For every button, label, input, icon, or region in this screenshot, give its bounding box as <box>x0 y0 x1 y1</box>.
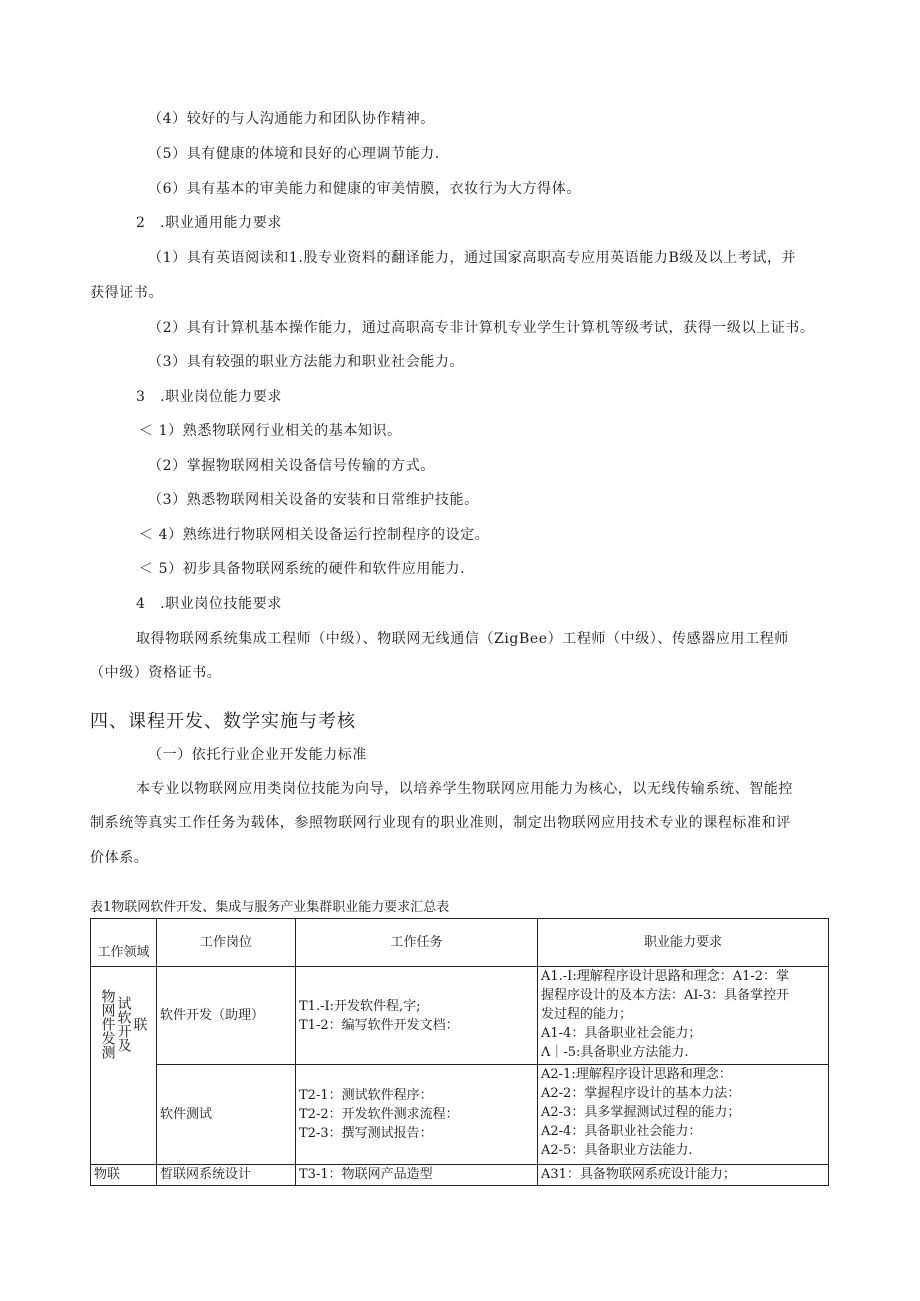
subsection-2-title: 2 .职业通用能力要求 <box>136 215 282 231</box>
domain-label-col-3 <box>100 989 116 1059</box>
tasks-iot-system-design <box>296 1165 538 1186</box>
domain-label-char: 测 <box>99 1045 116 1059</box>
abilities-software-test <box>538 1065 829 1165</box>
domain-label-col-2: 试软开及 <box>115 996 132 1052</box>
ability-line: 发过程的能力； <box>541 1007 633 1022</box>
tasks-software-dev <box>296 967 538 1065</box>
competency-table <box>90 918 829 1186</box>
domain-label-char: 网 <box>99 1003 116 1017</box>
section-4-title: 四、课程开发、数学实施与考核 <box>90 711 356 732</box>
general-ability-item-3: （3）具有较强的职业方法能力和职业社会能力。 <box>148 354 465 370</box>
position-iot-system-design: 晳联网系统设计 <box>157 1165 296 1186</box>
ability-line: A1.-I:理解程序设计思路和理念：A1-2：掌 <box>541 969 790 984</box>
abilities-software-dev <box>538 967 829 1065</box>
ability-item-5: （5）具有健康的体境和艮好的心理调节能力. <box>148 146 440 162</box>
ability-item-6: （6）具有基本的审美能力和健康的审美情膜，衣妆行为大方得体。 <box>148 181 581 197</box>
ability-line: A2-1:理解程序设计思路和理念： <box>541 1067 732 1082</box>
job-ability-item-3: （3）熟悉物联网相关设备的安装和日常维护技能。 <box>148 492 479 508</box>
paragraph-line-3: 价体系。 <box>90 850 149 866</box>
task-line: T2-3：撰写测试报告： <box>299 1126 433 1141</box>
domain-cell-software-dev-test <box>91 967 157 1165</box>
ability-line: 握程序设计的及本方法：AI-3：具备掌控开 <box>541 988 790 1003</box>
job-ability-item-5: ＜ 5）初步具备物联网系统的硬件和软件应用能力. <box>139 561 466 577</box>
table-row <box>91 1065 829 1165</box>
job-ability-item-1: ＜ 1）熟悉物联网行业相关的基本知识。 <box>139 423 402 439</box>
task-line: T1.-I:开发软件程,字; <box>299 998 421 1014</box>
skill-requirement-line-2: （中级）资格证书。 <box>90 665 222 681</box>
ability-line: A2-3：具多掌握测试过程的能力； <box>541 1105 741 1120</box>
section-4-subtitle: （一）依托行业企业开发能力标准 <box>148 747 367 763</box>
ability-line: A2-5：具备职业方法能力. <box>541 1143 693 1158</box>
ability-line: A2-2：掌握程序设计的基本力法： <box>541 1086 741 1101</box>
ability-line: Λ｜-5:具备职业方法能力. <box>541 1045 689 1060</box>
domain-label-char: 物 <box>99 989 116 1003</box>
general-ability-item-1-cont: 获得证书。 <box>90 285 163 301</box>
general-ability-item-2: （2）具有计算机基本操作能力，通过高职高专非计算机专业学生计算机等级考试，获得一级以上证书。 <box>148 320 815 336</box>
table-row <box>91 1165 829 1186</box>
table-header-row <box>91 919 829 967</box>
table-row <box>91 967 829 1065</box>
paragraph-line-2: 制系统等真实工作任务为载体，参照物联网行业现有的职业准则，制定出物联网应用技术专业的课程标准和评 <box>90 815 791 831</box>
task-line: T1-2：编写软件开发文档： <box>299 1017 459 1033</box>
task-line: T3-1：物联网产品造型 <box>299 1167 433 1182</box>
job-ability-item-2: （2）掌握物联网相关设备信号传输的方式。 <box>148 458 435 474</box>
paragraph-line-1: 本专业以物联网应用类岗位技能为向导，以培养学生物联网应用能力为核心，以无线传输系统、智能控 <box>136 781 793 797</box>
table-caption: 表1物联网软件开发、集成与服务产业集群职业能力要求汇总表 <box>90 900 450 915</box>
header-work-domain: 工作领域 <box>91 919 157 967</box>
domain-cell-iot: 物联 <box>91 1165 157 1186</box>
job-ability-item-4: ＜ 4）熟练进行物联网相关设备运行控制程序的设定。 <box>139 527 490 543</box>
position-software-test: 软件测试 <box>157 1065 296 1165</box>
header-work-task: 工作任务 <box>296 919 538 967</box>
skill-requirement-line-1: 取得物联网系统集成工程师（中级）、物联网无线通信（ZigBee）工程师（中级）、传感器应用工程师 <box>136 631 789 647</box>
task-line: T2-2：开发软件测求流程： <box>299 1107 459 1122</box>
abilities-iot-system-design <box>538 1165 829 1186</box>
domain-label-col-1: 联 <box>131 1017 148 1031</box>
header-ability-requirement: 职业能力要求 <box>538 919 829 967</box>
ability-line: A31：具备物联网系疣设计能力； <box>541 1167 736 1182</box>
subsection-3-title: 3 .职业岗位能力要求 <box>136 389 282 405</box>
header-work-position: 工作岗位 <box>157 919 296 967</box>
subsection-4-title: 4 .职业岗位技能要求 <box>136 596 282 612</box>
ability-line: A2-4：具备职业社会能力： <box>541 1124 702 1139</box>
tasks-software-test <box>296 1065 538 1165</box>
ability-item-4: （4）较好的与人沟通能力和团队协作精神。 <box>148 111 435 127</box>
position-software-dev: 软件开发（助理） <box>157 967 296 1065</box>
task-line: T2-1：测试软件程序： <box>299 1088 433 1103</box>
general-ability-item-1: （1）具有英语阅读和1.股专业资料的翻译能力，通过国家高职高专应用英语能力B级及以上考试，并 <box>148 250 797 266</box>
domain-label-char: 件 <box>99 1017 116 1031</box>
domain-label-char: 发 <box>99 1031 116 1045</box>
ability-line: A1-4：具备职业社会能力； <box>541 1026 702 1041</box>
